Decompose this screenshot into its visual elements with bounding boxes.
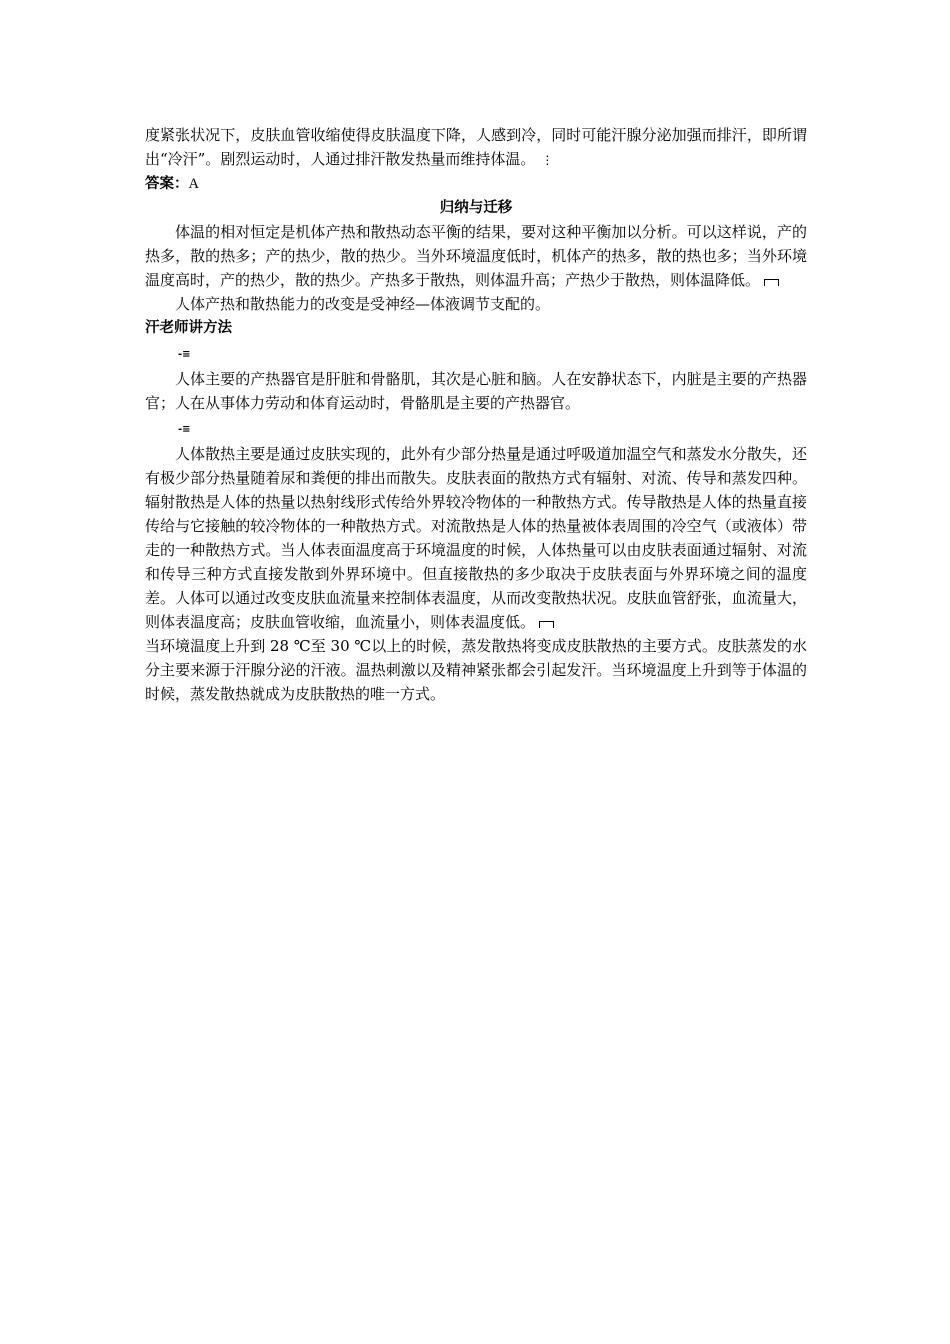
paragraph-regulation: 人体产热和散热能力的改变是受神经—体液调节支配的。 xyxy=(175,295,551,313)
dotted-mark-icon: ⋮ xyxy=(541,153,554,167)
answer-line xyxy=(145,172,807,196)
paragraph-cold-sweat xyxy=(145,123,807,172)
document-page xyxy=(145,123,807,706)
paragraph-mark-icon xyxy=(539,621,554,628)
answer-value: A xyxy=(188,176,199,192)
paragraph-text: 度紧张状况下，皮肤血管收缩使得皮肤温度下降，人感到冷，同时可能汗腺分泌加强而排汗，即所谓出“冷汗”。剧烈运动时，人通过排汗散发热量而维持体温。 xyxy=(145,126,807,168)
method-title: 汗老师讲方法 xyxy=(145,320,232,336)
paragraph-evaporation: 当环境温度上升到 28 ℃至 30 ℃以上的时候，蒸发散热将变成皮肤散热的主要方式。皮肤蒸发的水分主要来源于汗腺分泌的汗液。温热刺激以及精神紧张都会引起发汗。当环境温度上升到等于体温的时候，蒸发散热就成为皮肤散热的唯一方式。 xyxy=(145,637,807,703)
answer-label: 答案： xyxy=(145,176,189,192)
paragraph-text: 体温的相对恒定是机体产热和散热动态平衡的结果，要对这种平衡加以分析。可以这样说，产的热多，散的热多；产的热少，散的热少。当外环境温度低时，机体产的热多，散的热也多；当外环境温度高时，产的热少，散的热少。产热多于散热，则体温升高；产热少于散热，则体温降低。 xyxy=(145,223,807,289)
paragraph-heat-organs: 人体主要的产热器官是肝脏和骨骼肌，其次是心脏和脑。人在安静状态下，内脏是主要的产热器官；人在从事体力劳动和体育运动时，骨骼肌是主要的产热器官。 xyxy=(145,370,807,412)
section-marker xyxy=(145,415,807,442)
section-title: 归纳与迁移 xyxy=(439,200,513,216)
section-marker-glyph: -≡ xyxy=(178,349,191,360)
paragraph-heat-dissipation xyxy=(145,442,807,634)
paragraph-text: 人体散热主要是通过皮肤实现的，此外有少部分热量是通过呼吸道加温空气和蒸发水分散失，还有极少部分热量随着尿和粪便的排出而散失。皮肤表面的散热方式有辐射、对流、传导和蒸发四种。辐射散热是人体的热量以热射线形式传给外界较冷物体的一种散热方式。传导散热是人体的热量直接传给与它接触的较冷物体的一种散热方式。对流散热是人体的热量被体表周围的冷空气（或液体）带走的一种散热方式。当人体表面温度高于环境温度的时候，人体热量可以由皮肤表面通过辐射、对流和传导三种方式直接发散到外界环境中。但直接散热的多少取决于皮肤表面与外界环境之间的温度差。人体可以通过改变皮肤血流量来控制体表温度，从而改变散热状况。皮肤血管舒张，血流量大，则体表温度高；皮肤血管收缩，血流量小，则体表温度低。 xyxy=(145,445,807,631)
section-marker xyxy=(145,340,807,367)
section-marker-glyph: -≡ xyxy=(178,424,191,435)
paragraph-mark-icon xyxy=(764,279,779,286)
paragraph-balance xyxy=(145,220,807,292)
